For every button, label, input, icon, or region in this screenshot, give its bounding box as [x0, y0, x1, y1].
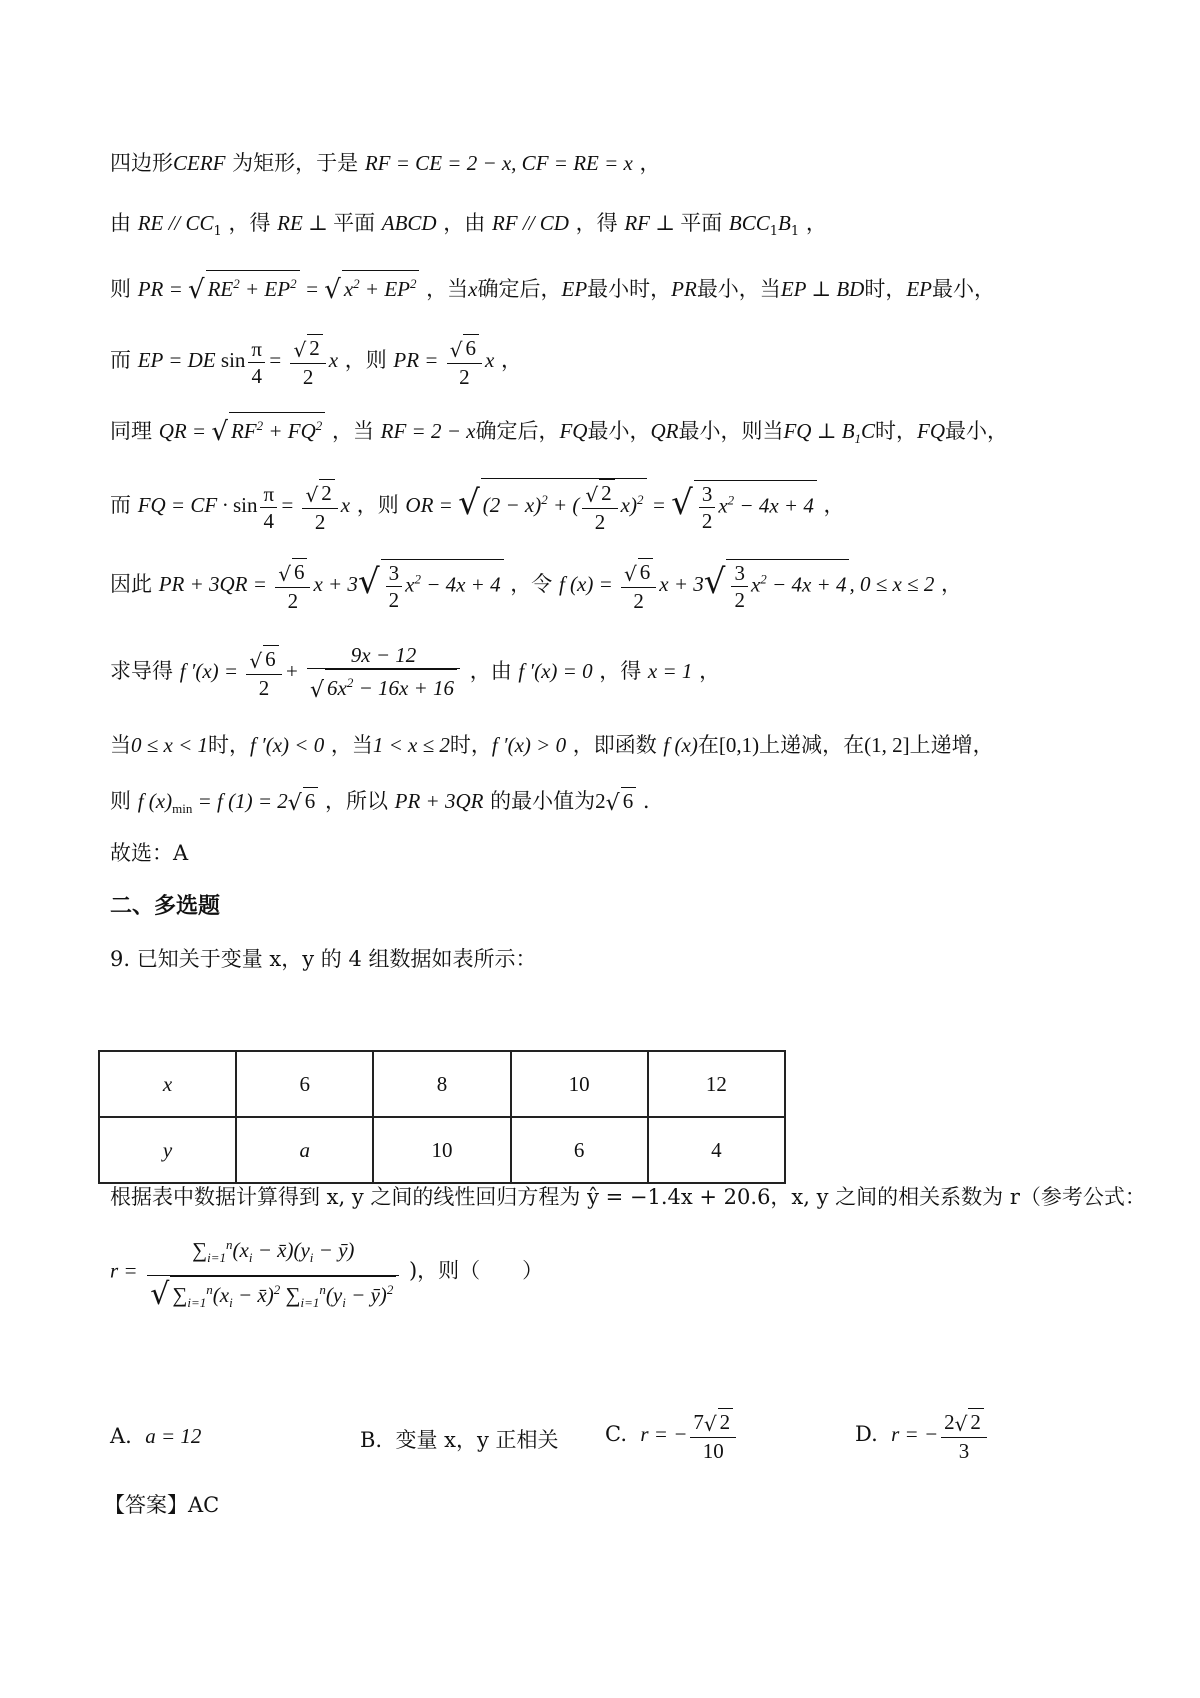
text: ，: [494, 347, 522, 372]
formula-fraction: $\frac{\sum_{i=1}^n(x_i - x̄)(y_i - ȳ)}{√ \sum_{i=1}^n(x_i - x̄)^2 \sum_{i=1}^n(y_i - ȳ)^2}$: [147, 1228, 399, 1316]
math: EP: [561, 277, 588, 301]
text: ，由: [436, 211, 492, 235]
text: 而: [110, 492, 138, 517]
solution-line-9: [110, 730, 994, 760]
table-cell: 6: [236, 1051, 373, 1117]
option-math: r = − $\frac{7√ 2}{10}$: [640, 1422, 739, 1446]
text: ，所以: [318, 789, 395, 813]
math: [0,1): [718, 733, 760, 757]
text: 平面: [333, 211, 382, 235]
text: 由: [110, 211, 138, 235]
table-cell: 4: [648, 1117, 785, 1183]
math-pr-result: PR = $\frac{√ 6}{2}$ x: [393, 336, 495, 389]
table-cell: 6: [511, 1117, 648, 1183]
text: 上递增，: [909, 733, 994, 757]
math: RF ⊥: [624, 211, 681, 235]
text: ，当: [324, 733, 373, 757]
table-cell: y: [99, 1117, 236, 1183]
math: 0 ≤ x < 1: [131, 733, 209, 757]
math-f-definition: f (x) = $\frac{√ 6}{2}$ x + 3√ $\frac{3}{2}$ $x^2 - 4x + 4$ , 0 ≤ x ≤ 2: [558, 560, 935, 613]
answer: 【答案】AC: [104, 1493, 220, 1517]
table-cell: x: [99, 1051, 236, 1117]
table-cell: 10: [511, 1051, 648, 1117]
solution-line-10: [110, 786, 650, 824]
solution-line-8: [110, 642, 720, 704]
text: 上递减，在: [759, 733, 865, 757]
solution-line-6: [110, 478, 845, 535]
option-label: A.: [110, 1424, 132, 1448]
math-or-formula: OR = √ $(2 - x)^2$ + ( $\frac{√ 2}{2}$ x)$^2$ = √ $\frac{3}{2}$ $x^2 - 4x + 4$: [405, 493, 816, 517]
math: f ′(x) = 0: [518, 658, 593, 683]
option-d: [855, 1408, 990, 1464]
option-label: B.: [360, 1428, 383, 1452]
math: f ′(x) < 0: [250, 733, 325, 757]
subscript: 1: [769, 224, 779, 240]
option-text: a = 12: [145, 1424, 202, 1448]
text: ，当: [325, 419, 381, 443]
math-qr-formula: QR = √ $RF^2 + FQ^2$: [159, 419, 326, 443]
math: PR: [671, 277, 697, 301]
option-a: [110, 1424, 201, 1449]
text: ，: [799, 211, 827, 235]
math: r =: [110, 1258, 138, 1283]
math: 1 < x ≤ 2: [372, 733, 450, 757]
text: ，即函数: [566, 733, 664, 757]
math: x = 1: [647, 658, 693, 683]
solution-line-3: [110, 270, 995, 305]
text: 时，: [449, 733, 492, 757]
math-derivative: f ′(x) = $\frac{√ 6}{2}$ + $\frac{9x - 12}{√ 6x^2 - 16x + 16}$: [180, 659, 463, 683]
option-label: C.: [605, 1421, 627, 1446]
math: ABCD: [381, 211, 437, 235]
text: 在: [697, 733, 719, 757]
regression-text: 根据表中数据计算得到 x, y 之间的线性回归方程为 ŷ = −1.4x + 20.6，x, y 之间的相关系数为 r（参考公式：: [110, 1185, 1146, 1209]
text: 而: [110, 347, 138, 372]
text: 最小，: [587, 419, 651, 443]
math: BCC: [728, 211, 770, 235]
text: ，则: [338, 347, 394, 372]
math: B: [778, 211, 791, 235]
data-table: [98, 1050, 786, 1184]
math: FQ: [559, 419, 588, 443]
math: EP: [906, 277, 932, 301]
section-heading: 二、多选题: [110, 894, 221, 919]
solution-line-7: [110, 558, 962, 614]
table-row: [99, 1117, 785, 1183]
math-ep-formula: EP = DE sin $\frac{\pi}{4}$ = $\frac{√ 2}{2}$ x: [137, 336, 339, 389]
text: ，: [692, 658, 721, 683]
table-row: [99, 1051, 785, 1117]
option-b: [360, 1424, 559, 1454]
math: FQ: [917, 419, 946, 443]
text: ，: [816, 492, 845, 517]
text: 因此: [110, 571, 159, 596]
math: QR: [650, 419, 679, 443]
text: ，令: [503, 571, 559, 596]
math: x: [468, 277, 478, 301]
text: 确定后，: [475, 419, 560, 443]
option-c: [605, 1408, 739, 1464]
text: ，得: [221, 211, 278, 235]
text: 为矩形，于是: [225, 151, 365, 175]
text: 时，: [875, 419, 918, 443]
text: ，则: [350, 492, 406, 517]
text: 同理: [110, 419, 159, 443]
solution-line-2: [110, 208, 827, 247]
solution-line-1: [110, 148, 661, 178]
option-text: 变量 x，y 正相关: [395, 1428, 559, 1452]
text: 最小，则当: [678, 419, 784, 443]
table-cell: 12: [648, 1051, 785, 1117]
math: CERF: [173, 151, 226, 175]
table-cell: 8: [373, 1051, 510, 1117]
math: RF = CE = 2 − x, CF = RE = x: [364, 151, 633, 175]
text: 四边形: [110, 151, 173, 175]
math: f (x): [663, 733, 698, 757]
text: 最小，当: [696, 277, 781, 301]
math: PR + 3QR: [394, 789, 484, 813]
text: 时，: [864, 277, 907, 301]
text: ，: [632, 151, 661, 175]
text: )，则（ ）: [402, 1258, 544, 1283]
text: 求导得: [110, 658, 180, 683]
math-pr-formula: PR = √ $RE^2 + EP^2$ = √ $x^2 + EP^2$: [138, 277, 420, 301]
table-cell: 10: [373, 1117, 510, 1183]
text: 则: [110, 277, 138, 301]
text: 最小，: [945, 419, 1009, 443]
correlation-formula: [110, 1228, 543, 1316]
math-sum-formula: PR + 3QR = $\frac{√ 6}{2}$ x + 3√ $\frac{3}{2}$ $x^2 - 4x + 4$: [159, 572, 504, 596]
solution-line-4: [110, 334, 522, 390]
text: 平面: [680, 211, 729, 235]
text: 确定后，: [477, 277, 562, 301]
text: 最小时，: [587, 277, 672, 301]
text: ，: [934, 571, 963, 596]
text: 则: [110, 789, 138, 813]
math: RE // CC: [137, 211, 214, 235]
text: ，由: [463, 658, 519, 683]
math: (1, 2]: [864, 733, 910, 757]
text: 时，: [208, 733, 251, 757]
math: RF = 2 − x: [380, 419, 476, 443]
text: ，得: [568, 211, 625, 235]
math-fmin: f $(x)_{min} = f$ (1) = 2√ 6: [138, 789, 319, 813]
solution-line-5: [110, 412, 1008, 454]
choice-text: 故选：A: [110, 841, 189, 865]
math: EP ⊥ BD: [780, 277, 865, 301]
option-math: r = − $\frac{2√ 2}{3}$: [891, 1422, 990, 1446]
text: 最小，: [932, 277, 995, 301]
math: RF // CD: [491, 211, 569, 235]
text: .: [636, 789, 650, 813]
math: 2√ 6: [595, 789, 636, 813]
subscript: 1: [213, 224, 222, 240]
text: ，得: [592, 658, 648, 683]
math: f ′(x) > 0: [491, 733, 567, 757]
math: FQ ⊥ $B_1C$: [783, 419, 876, 447]
subscript: 1: [790, 224, 800, 240]
table-cell: a: [236, 1117, 373, 1183]
question-9-stem: 9. 已知关于变量 x，y 的 4 组数据如表所示：: [110, 947, 537, 971]
text: 当: [110, 733, 131, 757]
text: 的最小值为: [483, 789, 596, 813]
option-label: D.: [855, 1421, 878, 1446]
math: RE ⊥: [277, 211, 334, 235]
text: ，当: [419, 277, 469, 301]
math-fq-formula: FQ = CF · sin $\frac{\pi}{4}$ = $\frac{√ 2}{2}$ x: [137, 481, 351, 534]
